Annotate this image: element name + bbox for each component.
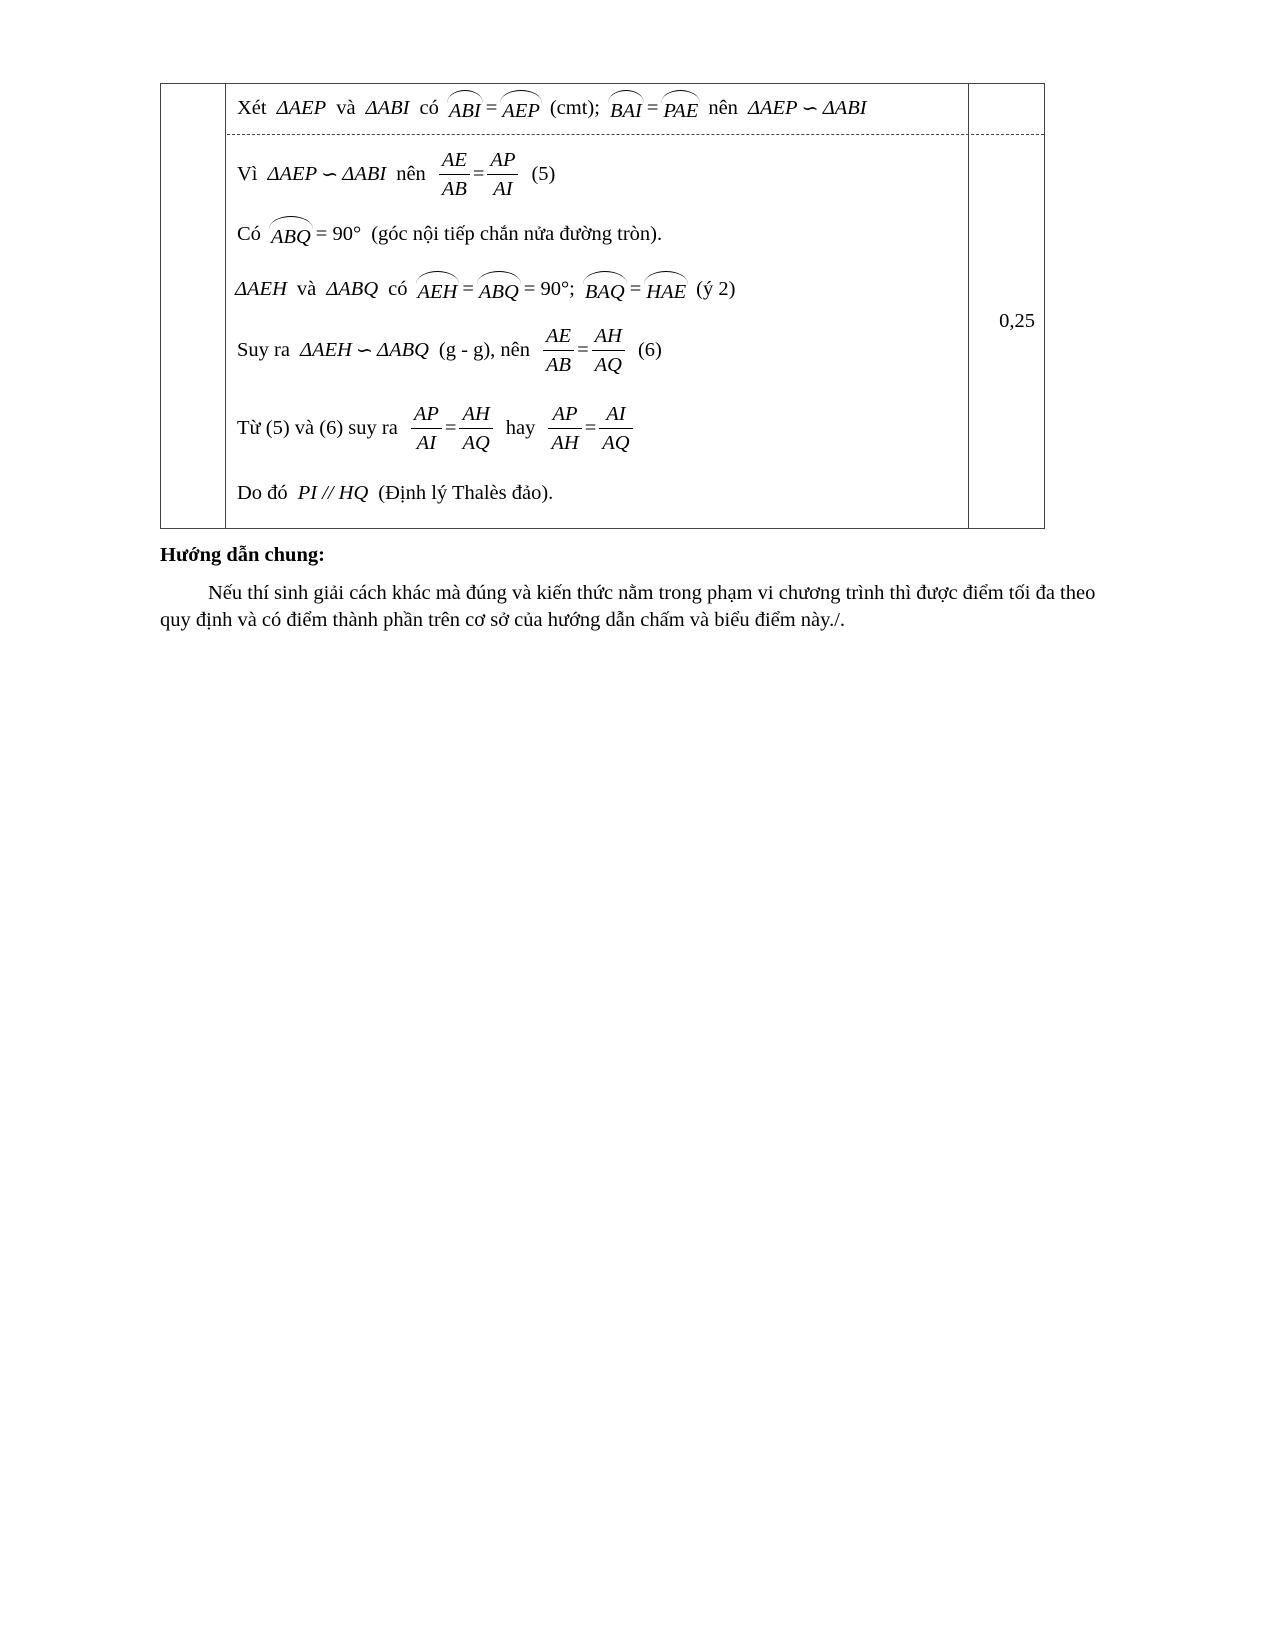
angle-aeh: AEH — [418, 275, 458, 304]
text: (ý 2) — [696, 277, 736, 300]
text: Do đó — [237, 481, 288, 504]
equals-sign: = — [629, 277, 642, 300]
equals-sign: = — [462, 277, 474, 300]
text: có — [388, 277, 408, 300]
angle-bai: BAI — [610, 94, 642, 123]
equals-sign: = — [577, 338, 589, 361]
angle-aep: AEP — [502, 94, 540, 123]
equation-number: (5) — [531, 162, 556, 185]
angle-value: = 90° — [315, 222, 362, 245]
triangle-aeh: ΔAEH — [299, 338, 352, 361]
text: Suy ra — [237, 338, 290, 361]
equals-sign: = — [485, 96, 498, 119]
fraction-ae-ab: $\frac{AE}{AB}$ — [543, 322, 574, 379]
similar-symbol: ∽ — [801, 97, 819, 120]
fraction-ah-aq: $\frac{AH}{AQ}$ — [459, 400, 492, 457]
triangle-abq: ΔABQ — [326, 277, 379, 300]
fraction-ae-ab: $\frac{AE}{AB}$ — [439, 146, 470, 203]
equals-sign: = — [472, 162, 485, 185]
similar-symbol: ∽ — [321, 163, 339, 186]
text: và — [296, 277, 317, 300]
triangle-aep: ΔAEP — [276, 96, 327, 119]
text: hay — [505, 416, 536, 439]
guide-heading: Hướng dẫn chung: — [160, 544, 325, 566]
triangle-abq: ΔABQ — [377, 338, 429, 361]
text: nên — [708, 96, 738, 119]
similar-symbol: ∽ — [355, 339, 374, 362]
dashed-row-separator — [227, 134, 1044, 135]
triangle-abi: ΔABI — [342, 162, 387, 185]
proof-line-2 — [237, 141, 555, 207]
angle-baq: BAQ — [585, 275, 625, 304]
text: có — [419, 96, 439, 119]
proof-line-5 — [237, 317, 662, 383]
triangle-abi: ΔABI — [822, 96, 867, 119]
guide-paragraph: Nếu thí sinh giải cách khác mà đúng và kiến thức nằm trong phạm vi chương trình thì được điểm tối đa theo quy định và có điểm thành phần trên cơ sở của hướng dẫn chấm và biểu điểm này./. — [160, 582, 1096, 631]
fraction-ai-aq: $\frac{AI}{AQ}$ — [599, 400, 632, 457]
angle-pae: PAE — [663, 94, 698, 123]
parallel-expression: PI // HQ — [297, 481, 369, 504]
equation-number: (6) — [637, 338, 662, 361]
text: (cmt); — [549, 96, 600, 119]
angle-hae: HAE — [646, 275, 686, 304]
equals-sign: = — [444, 416, 457, 439]
equals-sign: = — [584, 416, 597, 439]
answer-table — [160, 83, 1045, 529]
triangle-aep: ΔAEP — [267, 162, 318, 185]
text: (Định lý Thalès đảo). — [378, 481, 554, 504]
proof-line-4 — [235, 269, 735, 309]
text: nên — [396, 162, 426, 185]
proof-line-3 — [237, 214, 662, 254]
column-divider-1 — [225, 84, 226, 528]
proof-line-7 — [237, 473, 553, 513]
angle-value: = 90°; — [523, 277, 575, 300]
proof-line-1 — [237, 88, 867, 128]
text: Từ (5) và (6) suy ra — [237, 416, 398, 439]
angle-abq: ABQ — [271, 220, 311, 249]
text: Xét — [237, 96, 267, 119]
fraction-ap-ai: $\frac{AP}{AI}$ — [487, 146, 518, 203]
score-cell: 0,25 — [999, 310, 1035, 332]
triangle-abi: ΔABI — [365, 96, 410, 119]
text: và — [336, 96, 356, 119]
text: (góc nội tiếp chắn nửa đường tròn). — [371, 222, 663, 245]
column-divider-2 — [968, 84, 969, 528]
fraction-ap-ah: $\frac{AP}{AH}$ — [548, 400, 581, 457]
triangle-aeh: ΔAEH — [235, 277, 287, 300]
triangle-aep: ΔAEP — [747, 96, 798, 119]
fraction-ap-ai: $\frac{AP}{AI}$ — [411, 400, 442, 457]
fraction-ah-aq: $\frac{AH}{AQ}$ — [592, 322, 625, 379]
angle-abq: ABQ — [479, 275, 519, 304]
text: Vì — [237, 162, 258, 185]
text: Có — [237, 222, 261, 245]
equals-sign: = — [646, 96, 659, 119]
angle-abi: ABI — [449, 94, 481, 123]
proof-line-6 — [237, 395, 636, 461]
text: (g - g), nên — [438, 338, 531, 361]
